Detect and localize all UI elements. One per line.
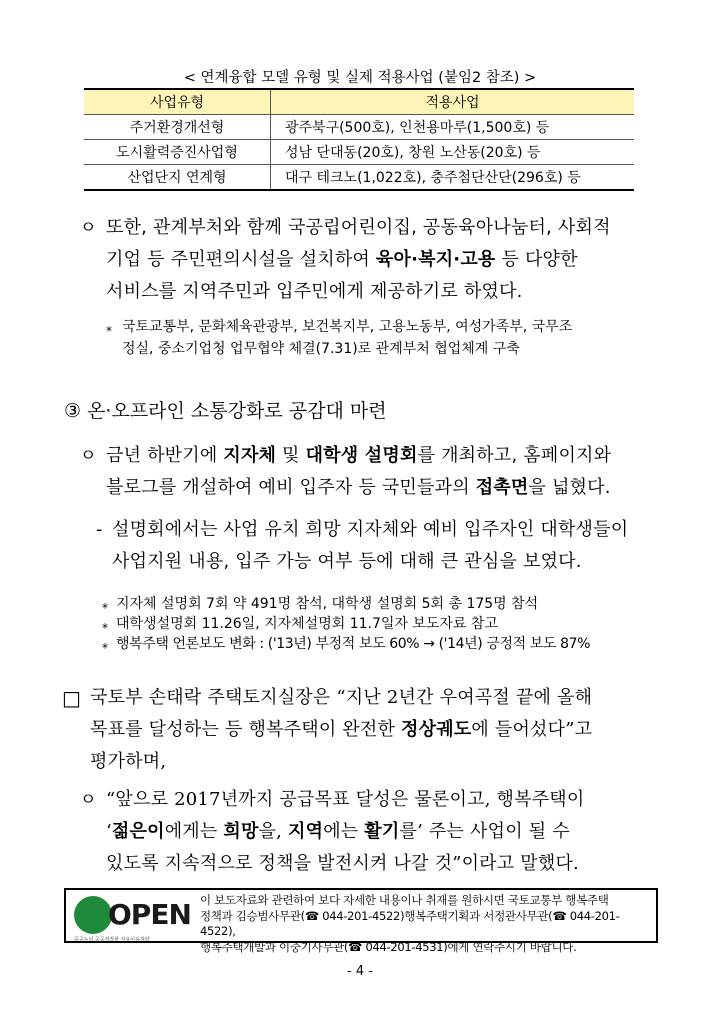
bold-text: 활기 xyxy=(364,821,400,842)
contact-line: 이 보도자료와 관련하여 보다 자세한 내용이나 취재를 원하시면 국토교통부 행복주택 xyxy=(200,893,609,907)
text-span: 금년 하반기에 xyxy=(106,445,224,466)
note-line: 행복주택 언론보도 변화 : ('13년) 부정적 보도 60% → ('14년) 긍정적 보도 87% xyxy=(116,636,590,652)
table-cell: 광주북구(500호), 인천용마루(1,500호) 등 xyxy=(271,115,635,140)
paragraph-line: 설명회에서는 사업 유치 희망 지자체와 예비 입주자인 대학생들이 xyxy=(112,519,629,540)
paragraph-line: 평가하며, xyxy=(90,751,167,772)
table-cell: 산업단지 연계형 xyxy=(84,165,271,191)
open-logo xyxy=(74,896,191,943)
bold-text: 정상궤도 xyxy=(401,719,472,740)
paragraph-line: “앞으로 2017년까지 공급목표 달성은 물론이고, 행복주택이 xyxy=(106,789,585,810)
note-star: * xyxy=(102,601,108,615)
bold-text: 젊은이 xyxy=(111,821,165,842)
contact-text xyxy=(200,893,655,955)
table-cell: 성남 단대동(20호), 창원 노산동(20호) 등 xyxy=(271,140,635,165)
note-line: 정실, 중소기업청 업무협약 체결(7.31)로 관계부처 협업체계 구축 xyxy=(122,341,520,357)
text-span: 을, xyxy=(258,821,288,842)
table-row xyxy=(84,165,634,191)
bold-text: 희망 xyxy=(223,821,259,842)
table-header-cell: 적용사업 xyxy=(271,89,635,115)
bullet-marker: ㅇ xyxy=(80,790,97,810)
contact-footer-box xyxy=(64,888,658,954)
text-span: 기업 등 주민편의시설을 설치하여 xyxy=(106,249,376,270)
text-span: 등 다양한 xyxy=(495,249,578,270)
open-logo-icon xyxy=(74,896,112,934)
open-logo-subtitle: 공공누리 공공저작물 자유이용허락 xyxy=(74,937,150,943)
page-number: - 4 - xyxy=(347,964,373,979)
section-heading: ③ 온·오프라인 소통강화로 공감대 마련 xyxy=(64,400,387,422)
text-span: 에게는 xyxy=(164,821,224,842)
note-line: 대학생설명회 11.26일, 지자체설명회 11.7일자 보도자료 참고 xyxy=(116,616,498,632)
text-span: 블로그를 개설하여 예비 입주자 등 국민들과의 xyxy=(106,477,476,498)
text-span: 에는 xyxy=(323,821,365,842)
paragraph-line: 서비스를 지역주민과 입주민에게 제공하기로 하였다. xyxy=(106,281,523,302)
note-star: * xyxy=(102,641,108,655)
text-span: 를 개최하고, 홈페이지와 xyxy=(417,445,612,466)
text-span: 에 들어섰다”고 xyxy=(471,719,593,740)
paragraph-line: 사업지원 내용, 입주 가능 여부 등에 대해 큰 관심을 보였다. xyxy=(112,551,582,572)
text-span: 를’ 주는 사업이 될 수 xyxy=(399,821,570,842)
paragraph-line xyxy=(106,816,570,848)
contact-line: 정책과 김승범사무관(☎ 044-201-4522)행복주택기획과 서정관사무관(☎ 044-201-4522), xyxy=(200,908,620,938)
bold-text: 접촉면 xyxy=(475,477,529,498)
table-header-cell: 사업유형 xyxy=(84,89,271,115)
box-marker: □ xyxy=(62,686,82,710)
table-caption: < 연계융합 모델 유형 및 실제 적용사업 (붙임2 참조) > xyxy=(183,70,537,86)
table-row xyxy=(84,140,634,165)
paragraph-line: 또한, 관계부처와 함께 국공립어린이집, 공동육아나눔터, 사회적 xyxy=(106,217,611,238)
table-row xyxy=(84,115,634,140)
bullet-marker: ㅇ xyxy=(80,218,97,238)
paragraph-line xyxy=(106,440,611,472)
text-span: ‘ xyxy=(106,821,112,842)
note-line: 지자체 설명회 7회 약 491명 참석, 대학생 설명회 5회 총 175명 참석 xyxy=(116,596,539,612)
bullet-marker: ㅇ xyxy=(80,446,97,466)
text-span: 목표를 달성하는 등 행복주택이 완전한 xyxy=(90,719,402,740)
text-span: 및 xyxy=(276,445,306,466)
paragraph-line: 국토부 손태락 주택토지실장은 “지난 2년간 우여곡절 끝에 올해 xyxy=(90,687,593,708)
bold-text: 육아·복지·고용 xyxy=(375,249,496,270)
note-star: * xyxy=(102,621,108,635)
note-line: 국토교통부, 문화체육관광부, 보건복지부, 고용노동부, 여성가족부, 국무조 xyxy=(122,319,573,335)
note-star: * xyxy=(106,324,112,338)
contact-line: 행복주택개발과 이중기사무관(☎ 044-201-4531)에게 연락주시기 바랍니다. xyxy=(200,939,577,954)
dash-marker: - xyxy=(96,519,103,540)
table-cell: 주거환경개선형 xyxy=(84,115,271,140)
paragraph-line xyxy=(90,714,592,746)
paragraph-line xyxy=(106,244,578,276)
paragraph-line: 있도록 지속적으로 정책을 발전시켜 나갈 것”이라고 말했다. xyxy=(106,853,579,874)
bold-text: 지역 xyxy=(288,821,324,842)
paragraph-line xyxy=(106,472,611,504)
table-header-row xyxy=(84,89,634,115)
text-span: 을 넓혔다. xyxy=(528,477,611,498)
bold-text: 대학생 설명회 xyxy=(305,445,418,466)
program-type-table xyxy=(84,88,634,191)
bold-text: 지자체 xyxy=(223,445,277,466)
open-logo-text: OPEN xyxy=(108,898,191,931)
table-cell: 대구 테크노(1,022호), 충주첨단산단(296호) 등 xyxy=(271,165,635,191)
table-cell: 도시활력증진사업형 xyxy=(84,140,271,165)
